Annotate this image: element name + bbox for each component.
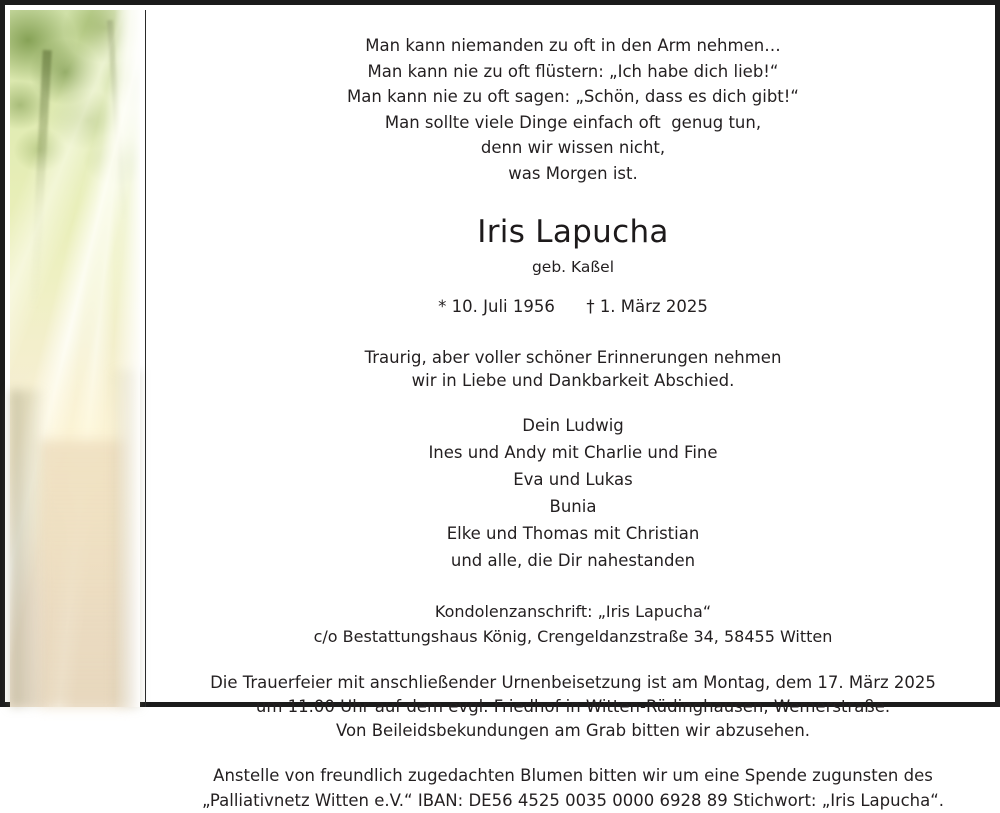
ground-shadow-left: [10, 390, 46, 707]
poem-line: Man kann niemanden zu oft in den Arm nehmen…: [365, 36, 781, 55]
family-list: [174, 412, 972, 574]
farewell-message: [174, 346, 972, 392]
ceremony-line: Von Beileidsbekundungen am Grab bitten wir abzusehen.: [335, 721, 811, 740]
poem-line: Man sollte viele Dinge einfach oft genug tun,: [384, 112, 762, 132]
ceremony-details: [174, 671, 972, 743]
poem-line: Man kann nie zu oft flüstern: „Ich habe dich lieb!“: [367, 61, 779, 81]
condolence-line: Kondolenzanschrift: „Iris Lapucha“: [434, 602, 712, 621]
birth-death-dates: * 10. Juli 1956 † 1. März 2025: [438, 297, 708, 316]
donation-line: „Palliativnetz Witten e.V.“ IBAN: DE56 4525 0035 0000 6928 89 Stichwort: „Iris Lapucha“.: [201, 791, 945, 810]
poem-line: denn wir wissen nicht,: [480, 138, 666, 157]
donation-line: Anstelle von freundlich zugedachten Blumen bitten wir um eine Spende zugunsten des: [213, 766, 933, 785]
forest-light-rays-image: [10, 10, 140, 707]
poem-line: Man kann nie zu oft sagen: „Schön, dass es dich gibt!“: [347, 87, 799, 106]
family-line: Dein Ludwig: [522, 416, 624, 435]
family-line: und alle, die Dir nahestanden: [450, 551, 696, 570]
deceased-name: Iris Lapucha: [477, 214, 669, 250]
condolence-address: [174, 599, 972, 649]
ceremony-line: um 11.00 Uhr auf dem evgl. Friedhof in Witten-Rüdinghausen, Wemerstraße.: [255, 697, 891, 716]
farewell-line: Traurig, aber voller schöner Erinnerungen nehmen: [364, 348, 782, 367]
image-fade-edge: [114, 10, 140, 707]
family-line: Bunia: [549, 497, 597, 516]
condolence-line: c/o Bestattungshaus König, Crengeldanzstraße 34, 58455 Witten: [313, 627, 833, 646]
farewell-line: wir in Liebe und Dankbarkeit Abschied.: [411, 371, 735, 390]
family-line: Elke und Thomas mit Christian: [446, 524, 700, 543]
poem-line: was Morgen ist.: [508, 163, 638, 183]
maiden-name: geb. Kaßel: [531, 258, 615, 276]
family-line: Ines und Andy mit Charlie und Fine: [428, 443, 718, 462]
poem-block: [174, 33, 972, 186]
ceremony-line: Die Trauerfeier mit anschließender Urnenbeisetzung ist am Montag, dem 17. März 2025: [210, 673, 936, 692]
donation-request: [174, 763, 972, 813]
family-line: Eva und Lukas: [513, 470, 633, 489]
notice-text-column: [146, 10, 1000, 810]
